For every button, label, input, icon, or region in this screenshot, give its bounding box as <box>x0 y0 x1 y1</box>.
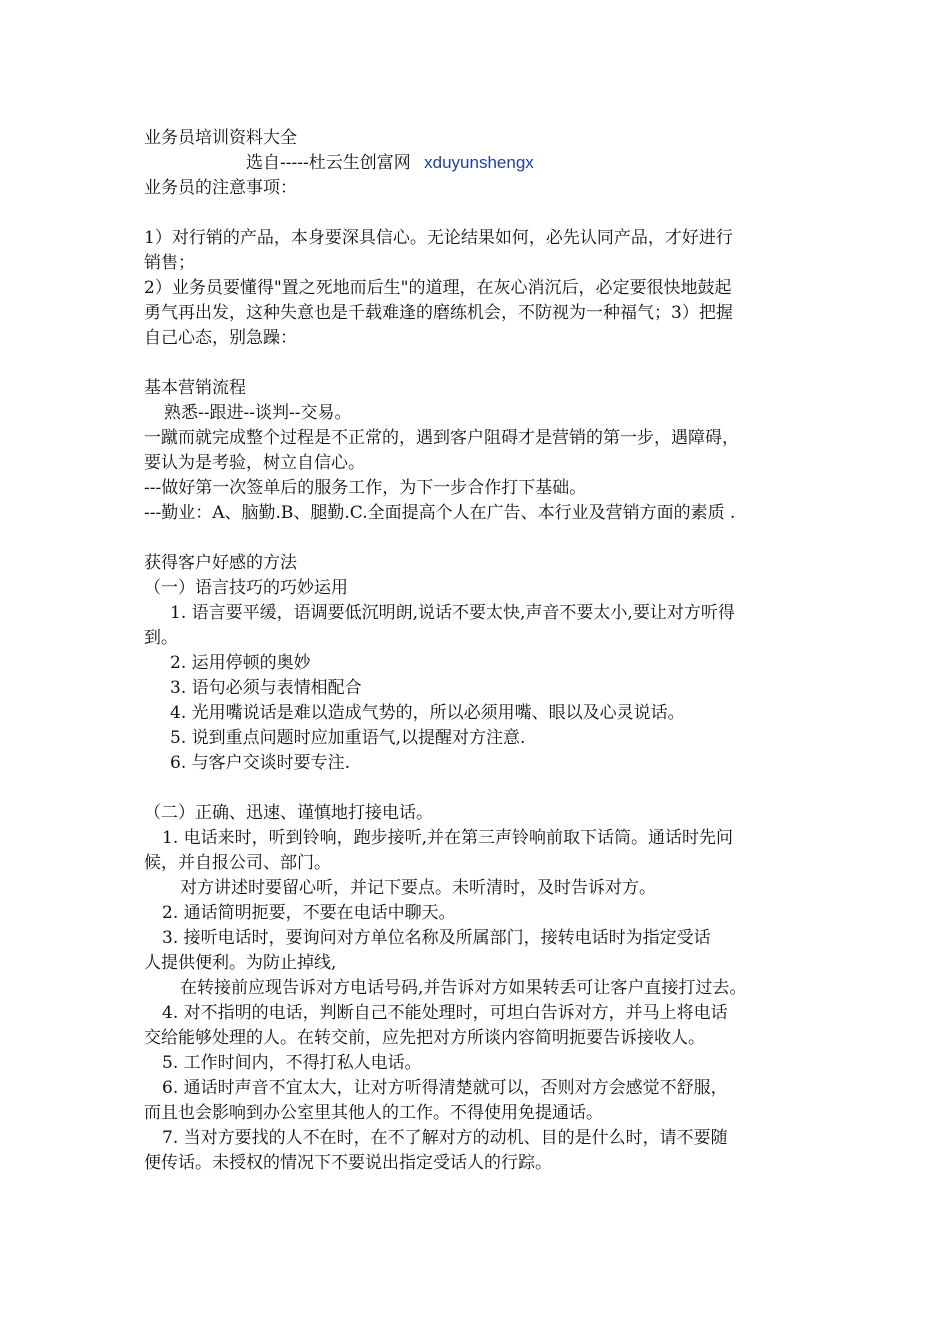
language-item: 5. 说到重点问题时应加重语气,以提醒对方注意. <box>170 728 526 748</box>
phone-item: 交给能够处理的人。在转交前，应先把对方所谈内容简明扼要告诉接收人。 <box>144 1028 705 1048</box>
phone-item: 人提供便利。为防止掉线, <box>144 953 337 973</box>
notes-line: 1）对行销的产品，本身要深具信心。无论结果如何，必先认同产品，才好进行 <box>144 228 733 248</box>
notes-heading: 业务员的注意事项： <box>144 178 297 198</box>
phone-item: 便传话。未授权的情况下不要说出指定受话人的行踪。 <box>144 1153 552 1173</box>
source-line <box>246 151 534 175</box>
source-link[interactable]: xduyunshengx <box>424 153 534 172</box>
phone-item: 4. 对不指明的电话，判断自己不能处理时，可坦白告诉对方，并马上将电话 <box>162 1003 728 1023</box>
source-prefix: 选自-----杜云生创富网 <box>246 153 411 173</box>
process-line: ---做好第一次签单后的服务工作，为下一步合作打下基础。 <box>144 478 587 498</box>
language-item: 4. 光用嘴说话是难以造成气势的，所以必须用嘴、眼以及心灵说话。 <box>170 703 685 723</box>
phone-item: 7. 当对方要找的人不在时，在不了解对方的动机、目的是什么时，请不要随 <box>162 1128 728 1148</box>
notes-line: 自己心态，别急躁： <box>144 328 297 348</box>
phone-heading: （二）正确、迅速、谨慎地打接电话。 <box>144 803 433 823</box>
phone-item: 5. 工作时间内，不得打私人电话。 <box>162 1053 422 1073</box>
phone-item: 对方讲述时要留心听，并记下要点。未听清时，及时告诉对方。 <box>180 878 656 898</box>
language-heading: （一）语言技巧的巧妙运用 <box>144 578 348 598</box>
phone-item: 3. 接听电话时，要询问对方单位名称及所属部门，接转电话时为指定受话 <box>162 928 711 948</box>
language-item: 到。 <box>144 628 178 648</box>
process-line: 一蹴而就完成整个过程是不正常的，遇到客户阻碍才是营销的第一步，遇障碍， <box>144 428 739 448</box>
notes-line: 勇气再出发，这种失意也是千载难逢的磨练机会，不防视为一种福气；3）把握 <box>144 303 733 323</box>
phone-item: 1. 电话来时，听到铃响，跑步接听,并在第三声铃响前取下话筒。通话时先问 <box>162 828 734 848</box>
doc-title: 业务员培训资料大全 <box>144 128 297 148</box>
phone-item: 在转接前应现告诉对方电话号码,并告诉对方如果转丢可让客户直接打过去。 <box>180 978 747 998</box>
phone-item: 2. 通话简明扼要，不要在电话中聊天。 <box>162 903 456 923</box>
process-line: 要认为是考验，树立自信心。 <box>144 453 365 473</box>
process-line: ---勤业：A、脑勤.B、腿勤.C.全面提高个人在广告、本行业及营销方面的素质 . <box>144 503 736 523</box>
language-item: 3. 语句必须与表情相配合 <box>170 678 362 698</box>
phone-item: 6. 通话时声音不宜太大，让对方听得清楚就可以，否则对方会感觉不舒服， <box>162 1078 728 1098</box>
language-item: 1. 语言要平缓，语调要低沉明朗,说话不要太快,声音不要太小,要让对方听得 <box>170 603 735 623</box>
phone-item: 而且也会影响到办公室里其他人的工作。不得使用免提通话。 <box>144 1103 603 1123</box>
notes-line: 2）业务员要懂得"置之死地而后生"的道理，在灰心消沉后，必定要很快地鼓起 <box>144 278 732 298</box>
notes-line: 销售； <box>144 253 195 273</box>
goodwill-heading: 获得客户好感的方法 <box>144 553 297 573</box>
phone-item: 候，并自报公司、部门。 <box>144 853 331 873</box>
language-item: 6. 与客户交谈时要专注. <box>170 753 351 773</box>
process-heading: 基本营销流程 <box>144 378 246 398</box>
process-line: 熟悉--跟进--谈判--交易。 <box>164 403 352 423</box>
language-item: 2. 运用停顿的奥妙 <box>170 653 311 673</box>
